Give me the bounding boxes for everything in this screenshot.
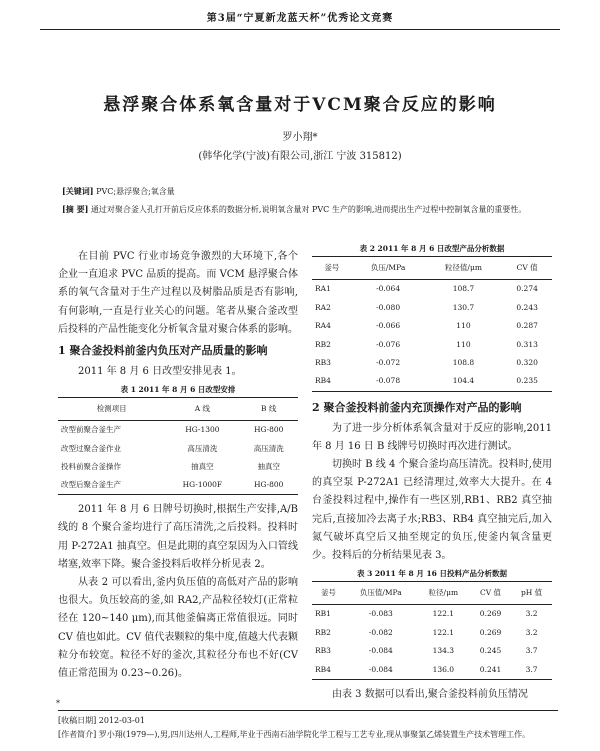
table-row — [312, 335, 552, 354]
table-cell: RB2 — [315, 339, 331, 349]
table-cell: -0.083 — [368, 609, 393, 619]
table-3-caption: 表 3 2011 年 8 月 16 日投料产品分析数据 — [356, 569, 508, 579]
table-row — [58, 440, 298, 458]
table-cell: 0.241 — [470, 661, 511, 680]
table-row — [312, 372, 552, 391]
table-row — [312, 605, 552, 624]
table-cell: 高压清洗 — [253, 443, 284, 453]
table-cell: RB2 — [315, 627, 331, 637]
section-2-paragraph-3: 由表 3 数据可以看出,聚合釜投料前负压情况 — [332, 688, 528, 700]
received-date: [收稿日期] 2012-03-01 — [58, 716, 145, 725]
table-cell: -0.080 — [376, 302, 401, 312]
table-1-header: B 线 — [239, 398, 298, 421]
table-cell: RB3 — [315, 646, 331, 656]
table-cell: 110 — [456, 321, 471, 331]
table-cell: 投料前聚合釜操作 — [61, 461, 121, 471]
table-cell: 高压清洗 — [187, 443, 218, 453]
table-2-caption: 表 2 2011 年 8 月 6 日改型产品分析数据 — [359, 244, 505, 253]
table-cell: -0.082 — [368, 627, 393, 637]
table-cell: -0.064 — [376, 284, 401, 294]
table-cell: 3.7 — [525, 646, 538, 656]
table-row — [312, 642, 552, 661]
table-1-header: 检测项目 — [58, 398, 165, 421]
section-2-paragraph-2: 切换时 B 线 4 个聚合釜均高压清洗。投料时,使用的真空泵 P-272A1 已经清理过,效率大大提升。在 4 台釜投料过程中,操作有一些区别,RB1、RB2 真空抽完后,直接加冷去离子水;RB3、RB4 真空抽完后,加入氮气破坏真空后又抽至规定的负压,使釜内氧含量更少。投料后的分析结果见表 3。 — [312, 459, 552, 562]
abstract-label: [摘 要] — [62, 204, 89, 214]
section-2-paragraph-1: 为了进一步分析体系氧含量对于反应的影响,2011 年 8 月 16 日 B 线牌号切换时再次进行测试。 — [312, 422, 552, 452]
keywords-label: [关键词] — [62, 186, 94, 196]
footnotes — [56, 699, 558, 742]
table-row — [58, 421, 298, 440]
table-1 — [58, 397, 298, 495]
table-1-header-row — [58, 398, 298, 421]
table-2 — [312, 256, 552, 392]
section-1-paragraph-1: 2011 年 8 月 6 日改型安排见表 1。 — [78, 366, 242, 378]
table-row — [312, 280, 552, 299]
table-cell: -0.084 — [368, 646, 393, 656]
author-name: 罗小翔* — [282, 132, 318, 143]
table-cell: 0.269 — [479, 627, 502, 637]
intro-paragraph: 在目前 PVC 行业市场竞争激烈的大环境下,各个企业一直追求 PVC 品质的提高。而 VCM 悬浮聚合体系的氧气含量对于生产过程以及树脂品质是否有影响,有何影响,一直是行业关心的问题。笔者从聚合釜改型后投料的产品性能变化分析氧含量对聚合体系的影响。 — [58, 251, 298, 335]
table-2-header: 釜号 — [312, 257, 352, 280]
table-cell: 3.2 — [525, 627, 538, 637]
journal-name: 第3届“宁夏新龙蓝天杯”优秀论文竞赛 — [206, 13, 394, 24]
table-row — [312, 354, 552, 373]
table-1-caption: 表 1 2011 年 8 月 6 日改型安排 — [120, 385, 236, 395]
table-cell: RB4 — [312, 372, 352, 391]
table-row — [312, 317, 552, 336]
table-row — [312, 661, 552, 680]
table-cell: 136.0 — [417, 661, 470, 680]
table-cell: 0.243 — [516, 302, 538, 312]
table-cell: HG-800 — [253, 425, 284, 435]
table-cell: 抽真空 — [257, 461, 280, 471]
table-2-header: 粒径值/μm — [425, 257, 503, 280]
table-1-header: A 线 — [165, 398, 239, 421]
abstract-text: 通过对聚合釜人孔打开前后反应体系的数据分析,说明氧含量对 PVC 生产的影响,进而提出生产过程中控制氧含量的重要性。 — [90, 205, 527, 214]
table-3-header: 负压值/MPa — [345, 582, 417, 605]
table-cell: HG-1000F — [165, 476, 239, 495]
table-2-header: CV 值 — [502, 257, 552, 280]
table-cell: RA1 — [315, 284, 331, 294]
table-3-header: CV 值 — [470, 582, 511, 605]
table-row — [58, 458, 298, 476]
table-cell: HG-1300 — [185, 425, 220, 435]
table-cell: 3.2 — [525, 609, 538, 619]
right-column — [312, 240, 552, 704]
table-cell: -0.072 — [376, 358, 401, 368]
author-affiliation: (韩华化学(宁波)有限公司,浙江 宁波 315812) — [198, 151, 402, 162]
table-cell: 134.3 — [432, 646, 455, 656]
running-header — [40, 8, 560, 30]
table-cell: -0.084 — [345, 661, 417, 680]
table-cell: RB3 — [315, 358, 331, 368]
table-3-header: pH 值 — [511, 582, 552, 605]
table-cell: RA2 — [315, 302, 331, 312]
left-column — [58, 248, 298, 683]
table-cell: 0.313 — [516, 339, 538, 349]
table-cell: 108.8 — [452, 358, 475, 368]
table-cell: RB4 — [312, 661, 345, 680]
table-cell: 122.1 — [432, 627, 455, 637]
table-cell: 104.4 — [425, 372, 503, 391]
table-cell: 108.7 — [452, 284, 475, 294]
table-cell: 改型后聚合釜生产 — [58, 476, 165, 495]
table-cell: 0.245 — [479, 646, 502, 656]
author-bio: [作者简介] 罗小翔(1979—),男,四川达州人,工程师,毕业于西南石油学院化学工程与工艺专业,现从事聚氯乙烯装置生产技术管理工作。 — [58, 730, 531, 739]
table-2-header: 负压/MPa — [352, 257, 425, 280]
section-1-paragraph-3: 从表 2 可以看出,釜内负压值的高低对产品的影响也很大。负压较高的釜,如 RA2,产品粒径较灯(正常粒径在 120~140 μm),而其他釜偏离正常值很远。同时 CV 值也如此。CV 值代表颗粒的集中度,值越大代表颗粒分布较宽。粒径不好的釜次,其粒径分布也不好(CV 值正常范围为 0.23~0.26)。 — [58, 577, 298, 680]
table-cell: 110 — [456, 339, 471, 349]
section-1-heading: 1 聚合釜投料前釜内负压对产品质量的影响 — [58, 344, 268, 358]
table-cell: 0.269 — [479, 609, 502, 619]
table-2-header-row — [312, 257, 552, 280]
table-row — [58, 476, 298, 495]
table-cell: 122.1 — [432, 609, 455, 619]
table-cell: 3.7 — [511, 661, 552, 680]
section-2-heading: 2 聚合釜投料前釜内充顶操作对产品的影响 — [312, 400, 522, 414]
table-cell: 改型过聚合釜作业 — [61, 443, 121, 453]
table-3 — [312, 581, 552, 680]
keywords-text: PVC;悬浮聚合;氧含量 — [96, 187, 175, 196]
table-cell: 0.235 — [502, 372, 552, 391]
table-cell: 130.7 — [452, 302, 475, 312]
table-row — [312, 624, 552, 643]
table-3-header: 釜号 — [312, 582, 345, 605]
table-cell: -0.066 — [376, 321, 401, 331]
keywords — [62, 186, 542, 197]
table-cell: -0.078 — [352, 372, 425, 391]
table-cell: RA4 — [315, 321, 331, 331]
section-1-paragraph-2: 2011 年 8 月 6 日牌号切换时,根据生产安排,A/B 线的 8 个聚合釜均进行了高压清洗,之后投料。投料时用 P-272A1 抽真空。但是此期的真空泵因为入口管线堵塞,效率下降。聚合釜投料后收样分析见表 2。 — [58, 504, 298, 570]
paper-title: 悬浮聚合体系氧含量对于VCM聚合反应的影响 — [103, 95, 497, 115]
table-cell: 0.274 — [516, 284, 538, 294]
table-cell: 改型前聚合釜生产 — [61, 425, 121, 435]
table-3-header-row — [312, 582, 552, 605]
table-cell: 0.287 — [516, 321, 538, 331]
abstract — [62, 202, 532, 217]
table-cell: -0.076 — [376, 339, 401, 349]
table-cell: HG-800 — [239, 476, 298, 495]
table-cell: 抽真空 — [191, 461, 214, 471]
table-cell: 0.320 — [516, 358, 538, 368]
table-3-header: 粒径/μm — [417, 582, 470, 605]
table-cell: RB1 — [315, 609, 331, 619]
footnote-marker: * — [56, 699, 60, 708]
table-row — [312, 298, 552, 317]
